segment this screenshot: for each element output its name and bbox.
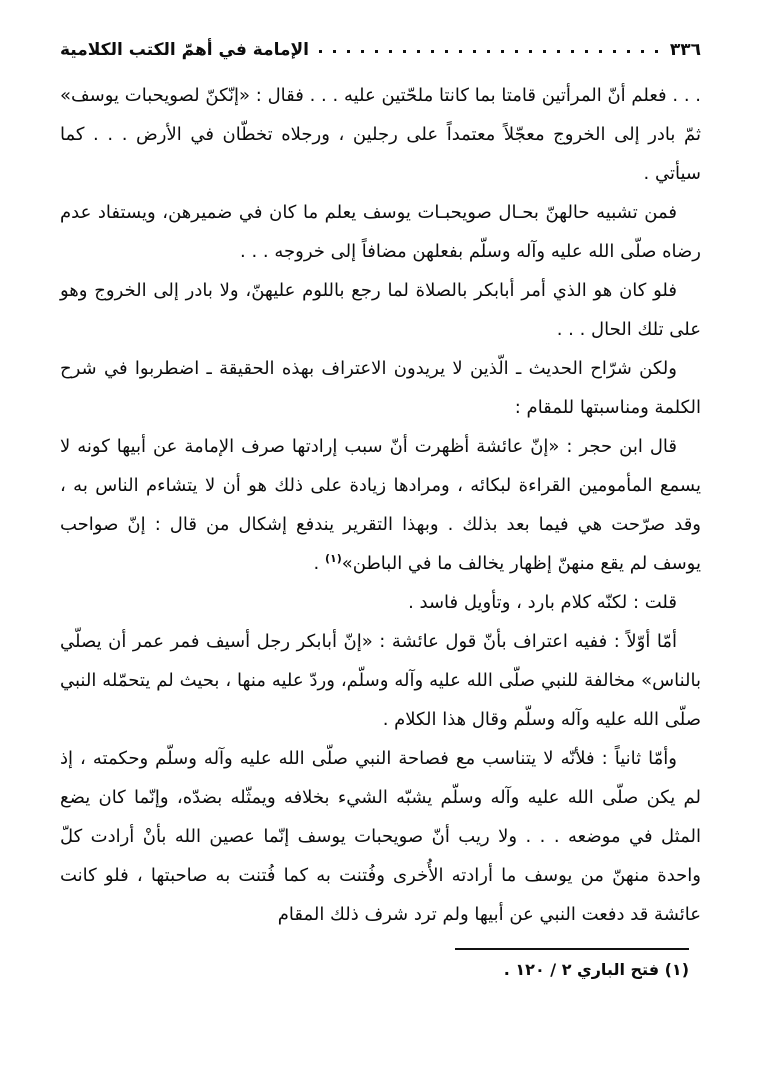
page-header <box>60 26 701 60</box>
paragraph-text: فمن تشبيه حالهنّ بحـال صويحبـات يوسف يعلم ما كان في ضميرهن، ويستفاد عدم رضاه صلّى الله عليه وآله وسلّم بفعلهن مضافاً إلى خروجه . . . <box>60 202 701 262</box>
footnote-separator <box>455 948 689 950</box>
paragraph <box>60 583 701 622</box>
running-title: الإمامة في أهمّ الكتب الكلامية <box>60 40 309 60</box>
paragraph <box>60 427 701 583</box>
footnote-text: (١) فتح الباري ٢ / ١٢٠ . <box>503 960 689 979</box>
paragraph <box>60 193 701 271</box>
paragraph-text: أمّا أوّلاً : ففيه اعتراف بأنّ قول عائشة : «إنّ أبابكر رجل أسيف فمر عمر أن يصلّي بالناس» مخالفة للنبي صلّى الله عليه وآله وسلّم، وردّ عليه منها ، بحيث لم يتحمّله النبي صلّى الله عليه وآله وسلّم وقال هذا الكلام . <box>60 631 701 730</box>
paragraph <box>60 622 701 739</box>
paragraph <box>60 271 701 349</box>
paragraph-text: وأمّا ثانياً : فلأنّه لا يتناسب مع فصاحة النبي صلّى الله عليه وآله وسلّم وحكمته ، إذ لم يكن صلّى الله عليه وآله وسلّم يشبّه الشيء بخلافه ويمثّله بضدّه، وإنّما كان يضع المثل في موضعه . . . ولا ريب أنّ صويحبات يوسف إنّما عصين الله بأنْ أرادت كلّ واحدة منهنّ من يوسف ما أرادته الأُخرى وفُتنت به كما فُتنت به صاحبتها ، فلو كانت عائشة قد دفعت النبي عن أبيها ولم ترد شرف ذلك المقام <box>60 748 701 925</box>
paragraph-text: قلت : لكنّه كلام بارد ، وتأويل فاسد . <box>408 592 677 613</box>
paragraph-text: . . . فعلم أنّ المرأتين قامتا بما كانتا ملحّتين عليه . . . فقال : «إنّكنّ لصويحبات يوسف» ثمّ بادر إلى الخروج معجّلاً معتمداً على رجلين ، ورجلاه تخطّان في الأرض . . . كما سيأتي . <box>60 85 701 184</box>
dotted-leader <box>319 50 660 53</box>
body-text <box>60 76 701 934</box>
paragraph-text: فلو كان هو الذي أمر أبابكر بالصلاة لما رجع باللوم عليهنّ، ولا بادر إلى الخروج وهو على تلك الحال . . . <box>60 280 701 340</box>
paragraph <box>60 739 701 934</box>
footnote-reference: (١) <box>324 552 342 565</box>
paragraph <box>60 76 701 193</box>
page-number: ٣٣٦ <box>669 40 701 60</box>
paragraph <box>60 349 701 427</box>
paragraph-text: ولكن شرّاح الحديث ـ الّذين لا يريدون الاعتراف بهذه الحقيقة ـ اضطربوا في شرح الكلمة ومناسبتها للمقام : <box>60 358 701 418</box>
paragraph-text: قال ابن حجر : «إنّ عائشة أظهرت أنّ سبب إرادتها صرف الإمامة عن أبيها كونه لا يسمع المأمومين القراءة لبكائه ، ومرادها زيادة على ذلك هو أن لا يتشاءم الناس به ، وقد صرّحت هي فيما بعد بذلك . وبهذا التقرير يندفع إشكال من قال : إنّ صواحب يوسف لم يقع منهنّ إظهار يخالف ما في الباطن» <box>60 436 701 574</box>
footnote-area <box>389 948 689 979</box>
paragraph-tail: . <box>313 553 325 574</box>
